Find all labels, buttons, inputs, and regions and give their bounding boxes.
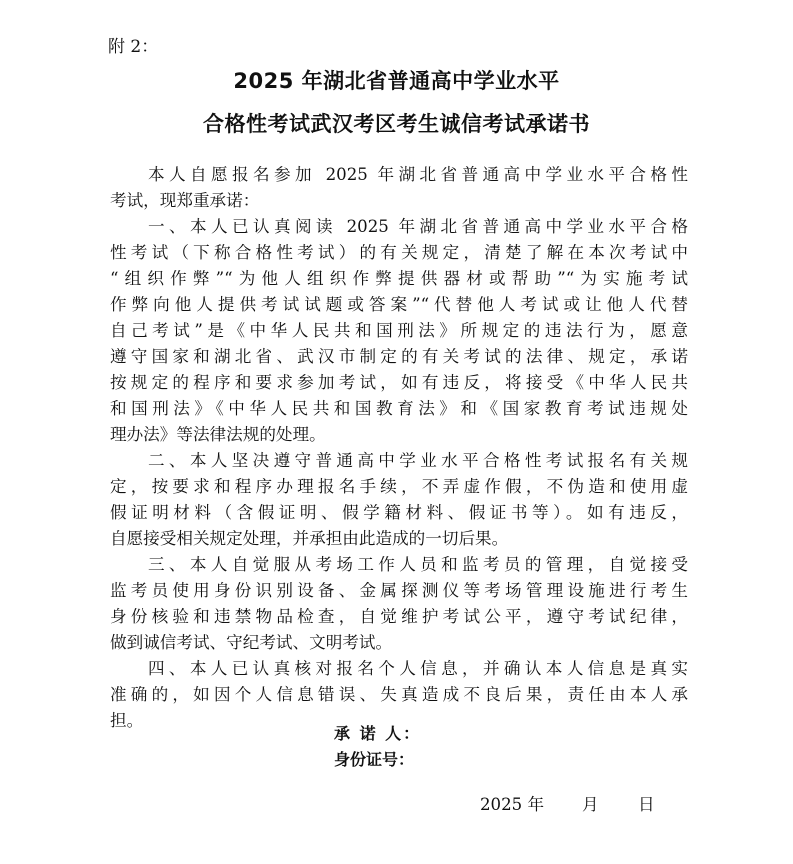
body-line: 做到诚信考试、守纪考试、文明考试。: [110, 633, 393, 652]
body-line: 三、本人自觉服从考场工作人员和监考员的管理，自觉接受: [148, 555, 688, 574]
body-line: 本人自愿报名参加 2025 年湖北省普通高中学业水平合格性: [148, 165, 688, 184]
body-line: 作弊向他人提供考试试题或答案”“代替他人考试或让他人代替: [110, 295, 688, 314]
body-line: 监考员使用身份识别设备、金属探测仪等考场管理设施进行考生: [110, 581, 688, 600]
body-line: 遵守国家和湖北省、武汉市制定的有关考试的法律、规定，承诺: [110, 347, 688, 366]
body-line: 自己考试”是《中华人民共和国刑法》所规定的违法行为，愿意: [110, 321, 688, 340]
annex-label: 附 2：: [108, 37, 159, 57]
body-line: “组织作弊”“为他人组织作弊提供器材或帮助”“为实施考试: [110, 269, 688, 288]
body-line: 定，按要求和程序办理报名手续，不弄虚作假，不伪造和使用虚: [110, 477, 688, 496]
body-line: 性考试（下称合格性考试）的有关规定，清楚了解在本次考试中: [110, 243, 688, 262]
body-line: 假证明材料（含假证明、假学籍材料、假证书等）。如有违反，: [110, 503, 688, 522]
promisor-label: 承 诺 人：: [334, 724, 422, 743]
date-day: 日: [638, 795, 655, 814]
date-year: 2025 年: [480, 795, 545, 814]
document-title-line-2: 合格性考试武汉考区考生诚信考试承诺书: [203, 112, 590, 136]
body-line: 四、本人已认真核对报名个人信息，并确认本人信息是真实: [148, 659, 688, 678]
body-line: 二、本人坚决遵守普通高中学业水平合格性考试报名有关规: [148, 451, 688, 470]
body-line: 准确的，如因个人信息错误、失真造成不良后果，责任由本人承: [110, 685, 688, 704]
body-line: 担。: [110, 711, 144, 730]
body-line: 身份核验和违禁物品检查，自觉维护考试公平，遵守考试纪律，: [110, 607, 688, 626]
date-month: 月: [582, 795, 599, 814]
body-line: 一、本人已认真阅读 2025 年湖北省普通高中学业水平合格: [148, 217, 688, 236]
body-line: 自愿接受相关规定处理，并承担由此造成的一切后果。: [110, 529, 509, 548]
body-line: 考试，现郑重承诺：: [110, 191, 260, 210]
id-number-label: 身份证号：: [334, 750, 415, 769]
body-line: 和国刑法》《中华人民共和国教育法》和《国家教育考试违规处: [110, 399, 688, 418]
body-line: 按规定的程序和要求参加考试，如有违反，将接受《中华人民共: [110, 373, 688, 392]
document-title-line-1: 2025 年湖北省普通高中学业水平: [233, 69, 560, 93]
body-line: 理办法》等法律法规的处理。: [110, 425, 326, 444]
